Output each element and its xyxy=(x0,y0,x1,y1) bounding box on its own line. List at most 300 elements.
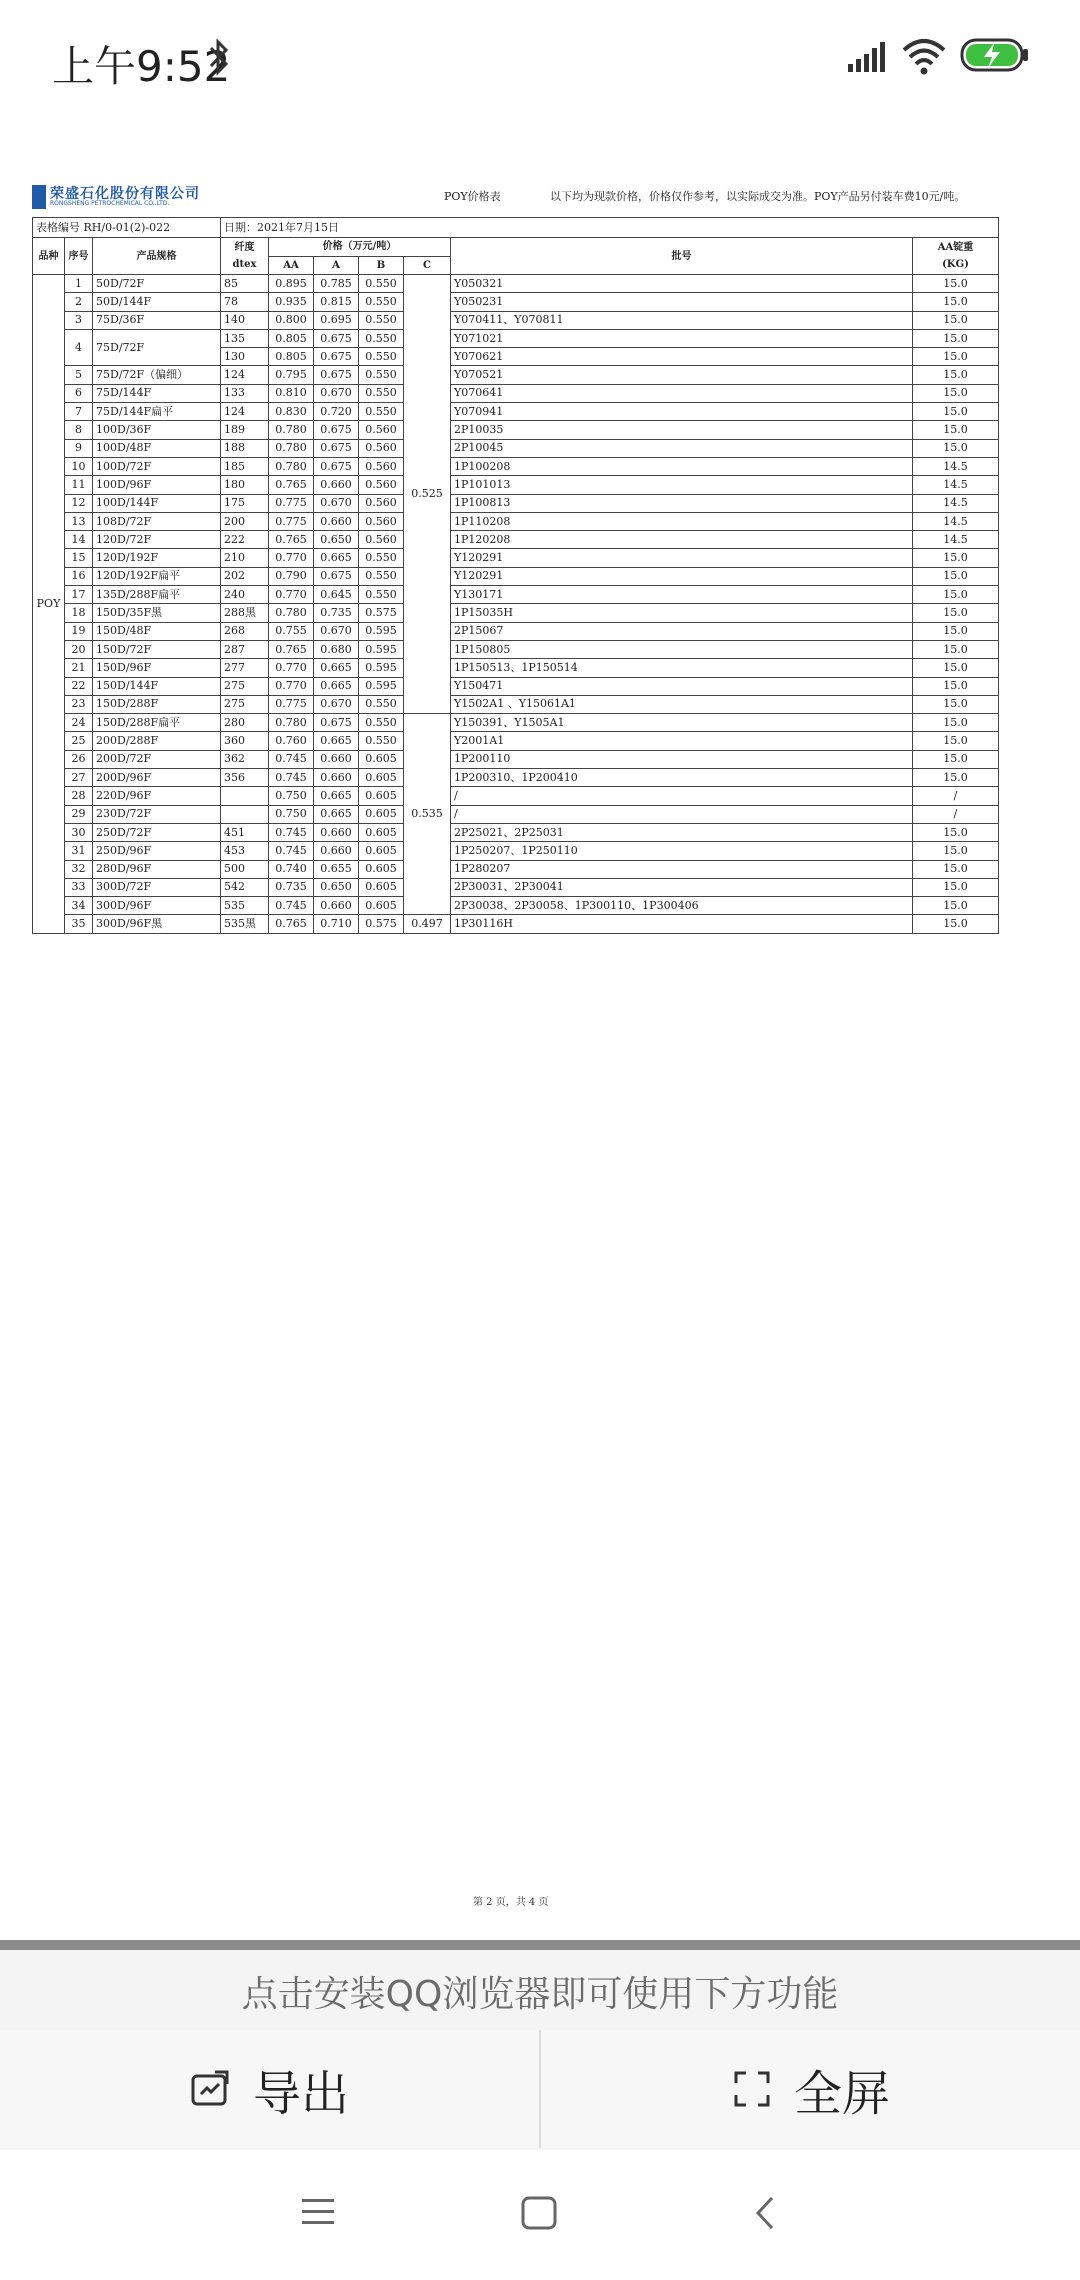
document-note: 以下均为现款价格，价格仅作参考，以实际成交为准。POY产品另付装车费10元/吨。 xyxy=(550,190,966,203)
price-a-cell: 0.645 xyxy=(314,586,359,604)
price-a-cell: 0.680 xyxy=(314,640,359,658)
price-aa-cell: 0.770 xyxy=(269,549,314,567)
price-aa-cell: 0.895 xyxy=(269,275,314,293)
price-a-cell: 0.675 xyxy=(314,366,359,384)
fullscreen-icon xyxy=(732,2069,772,2109)
table-row xyxy=(33,275,999,293)
table-row xyxy=(33,732,999,750)
seq-cell: 21 xyxy=(65,659,93,677)
price-aa-cell: 0.745 xyxy=(269,750,314,768)
batch-cell: 1P250207、1P250110 xyxy=(451,842,913,860)
dtex-cell: 135 xyxy=(221,329,269,347)
price-b-cell: 0.595 xyxy=(359,659,404,677)
header-fineness-label: 纤度 xyxy=(234,242,255,253)
table-row xyxy=(33,878,999,896)
seq-cell: 35 xyxy=(65,915,93,933)
price-a-cell: 0.735 xyxy=(314,604,359,622)
weight-cell: 15.0 xyxy=(913,750,999,768)
price-table-body xyxy=(33,275,999,934)
spec-cell: 108D/72F xyxy=(93,512,221,530)
batch-cell: 1P150513、1P150514 xyxy=(451,659,913,677)
weight-cell: 14.5 xyxy=(913,512,999,530)
dtex-cell: 362 xyxy=(221,750,269,768)
price-a-cell: 0.670 xyxy=(314,494,359,512)
price-a-cell: 0.650 xyxy=(314,531,359,549)
price-b-cell: 0.560 xyxy=(359,421,404,439)
weight-cell: 15.0 xyxy=(913,860,999,878)
batch-cell: 2P30038、2P30058、1P300110、1P300406 xyxy=(451,897,913,915)
batch-cell: 1P110208 xyxy=(451,512,913,530)
spec-cell: 75D/36F xyxy=(93,311,221,329)
dtex-cell: 451 xyxy=(221,823,269,841)
dtex-cell: 453 xyxy=(221,842,269,860)
seq-cell: 30 xyxy=(65,823,93,841)
bluetooth-icon xyxy=(208,38,230,76)
header-batch: 批号 xyxy=(451,238,913,275)
header-fineness xyxy=(221,238,269,275)
page-number: 第 2 页，共 4 页 xyxy=(473,1897,549,1908)
dtex-cell: 140 xyxy=(221,311,269,329)
header-c: C xyxy=(404,256,451,275)
spec-cell: 280D/96F xyxy=(93,860,221,878)
weight-cell: 14.5 xyxy=(913,531,999,549)
export-label: 导出 xyxy=(252,2065,349,2122)
dtex-cell: 130 xyxy=(221,348,269,366)
price-a-cell: 0.675 xyxy=(314,457,359,475)
seq-cell: 22 xyxy=(65,677,93,695)
batch-cell: Y070621 xyxy=(451,348,913,366)
export-icon xyxy=(189,2068,231,2110)
price-c-cell: 0.525 xyxy=(404,275,451,714)
spec-cell: 150D/288F xyxy=(93,695,221,713)
batch-cell: Y070641 xyxy=(451,384,913,402)
price-b-cell: 0.550 xyxy=(359,366,404,384)
price-aa-cell: 0.775 xyxy=(269,494,314,512)
table-row xyxy=(33,897,999,915)
table-row xyxy=(33,787,999,805)
dtex-cell: 240 xyxy=(221,586,269,604)
table-row xyxy=(33,494,999,512)
batch-cell: 1P150805 xyxy=(451,640,913,658)
header-weight-unit: (KG) xyxy=(942,259,969,270)
seq-cell: 3 xyxy=(65,311,93,329)
batch-cell: Y150471 xyxy=(451,677,913,695)
dtex-cell: 124 xyxy=(221,366,269,384)
spec-cell: 150D/144F xyxy=(93,677,221,695)
wifi-icon xyxy=(900,36,948,76)
price-b-cell: 0.595 xyxy=(359,622,404,640)
spec-cell: 300D/96F黑 xyxy=(93,915,221,933)
weight-cell: 15.0 xyxy=(913,439,999,457)
dtex-cell: 85 xyxy=(221,275,269,293)
batch-cell: Y070411、Y070811 xyxy=(451,311,913,329)
price-a-cell: 0.660 xyxy=(314,512,359,530)
dtex-cell: 78 xyxy=(221,293,269,311)
batch-cell: Y1502A1 、Y15061A1 xyxy=(451,695,913,713)
weight-cell: 15.0 xyxy=(913,384,999,402)
seq-cell: 26 xyxy=(65,750,93,768)
spec-cell: 300D/96F xyxy=(93,897,221,915)
weight-cell: 14.5 xyxy=(913,476,999,494)
price-b-cell: 0.560 xyxy=(359,531,404,549)
table-row xyxy=(33,823,999,841)
price-a-cell: 0.665 xyxy=(314,732,359,750)
dtex-cell: 210 xyxy=(221,549,269,567)
weight-cell: / xyxy=(913,805,999,823)
table-row xyxy=(33,677,999,695)
table-row xyxy=(33,714,999,732)
battery-charging-icon xyxy=(960,38,1030,72)
seq-cell: 24 xyxy=(65,714,93,732)
table-row xyxy=(33,567,999,585)
price-b-cell: 0.605 xyxy=(359,860,404,878)
price-aa-cell: 0.780 xyxy=(269,421,314,439)
weight-cell: 15.0 xyxy=(913,567,999,585)
weight-cell: 15.0 xyxy=(913,677,999,695)
seq-cell: 2 xyxy=(65,293,93,311)
batch-cell: 1P30116H xyxy=(451,915,913,933)
price-aa-cell: 0.745 xyxy=(269,823,314,841)
price-b-cell: 0.560 xyxy=(359,439,404,457)
weight-cell: 15.0 xyxy=(913,659,999,677)
seq-cell: 20 xyxy=(65,640,93,658)
spec-cell: 250D/72F xyxy=(93,823,221,841)
price-a-cell: 0.660 xyxy=(314,897,359,915)
dtex-cell: 356 xyxy=(221,769,269,787)
price-b-cell: 0.550 xyxy=(359,311,404,329)
price-aa-cell: 0.745 xyxy=(269,842,314,860)
spec-cell: 150D/72F xyxy=(93,640,221,658)
spec-cell: 75D/144F扁平 xyxy=(93,403,221,421)
price-b-cell: 0.605 xyxy=(359,787,404,805)
table-row xyxy=(33,531,999,549)
header-a: A xyxy=(314,256,359,275)
price-a-cell: 0.660 xyxy=(314,750,359,768)
spec-cell: 200D/72F xyxy=(93,750,221,768)
spec-cell: 100D/96F xyxy=(93,476,221,494)
spec-cell: 150D/96F xyxy=(93,659,221,677)
table-row xyxy=(33,640,999,658)
price-sheet-document xyxy=(32,175,998,955)
table-row xyxy=(33,750,999,768)
table-row xyxy=(33,915,999,933)
batch-cell: Y070941 xyxy=(451,403,913,421)
price-aa-cell: 0.810 xyxy=(269,384,314,402)
price-b-cell: 0.605 xyxy=(359,823,404,841)
spec-cell: 220D/96F xyxy=(93,787,221,805)
price-a-cell: 0.665 xyxy=(314,659,359,677)
status-bar xyxy=(0,0,1080,120)
seq-cell: 10 xyxy=(65,457,93,475)
logo-text-en: RONGSHENG PETROCHEMICAL CO.,LTD. xyxy=(50,200,170,207)
table-row xyxy=(33,622,999,640)
price-b-cell: 0.550 xyxy=(359,549,404,567)
price-a-cell: 0.675 xyxy=(314,421,359,439)
batch-cell: 2P30031、2P30041 xyxy=(451,878,913,896)
spec-cell: 120D/192F扁平 xyxy=(93,567,221,585)
table-row xyxy=(33,586,999,604)
price-b-cell: 0.605 xyxy=(359,878,404,896)
spec-cell: 230D/72F xyxy=(93,805,221,823)
spec-cell: 75D/72F xyxy=(93,329,221,366)
table-row xyxy=(33,366,999,384)
header-weight xyxy=(913,238,999,275)
price-b-cell: 0.550 xyxy=(359,293,404,311)
price-b-cell: 0.550 xyxy=(359,567,404,585)
batch-cell: Y120291 xyxy=(451,549,913,567)
dtex-cell: 287 xyxy=(221,640,269,658)
weight-cell: 15.0 xyxy=(913,878,999,896)
spec-cell: 250D/96F xyxy=(93,842,221,860)
seq-cell: 32 xyxy=(65,860,93,878)
weight-cell: 15.0 xyxy=(913,403,999,421)
price-aa-cell: 0.740 xyxy=(269,860,314,878)
price-a-cell: 0.670 xyxy=(314,384,359,402)
weight-cell: 15.0 xyxy=(913,604,999,622)
price-b-cell: 0.595 xyxy=(359,677,404,695)
seq-cell: 5 xyxy=(65,366,93,384)
seq-cell: 8 xyxy=(65,421,93,439)
weight-cell: 15.0 xyxy=(913,915,999,933)
batch-cell: 1P15035H xyxy=(451,604,913,622)
header-b: B xyxy=(359,256,404,275)
dtex-cell: 133 xyxy=(221,384,269,402)
batch-cell: 2P25021、2P25031 xyxy=(451,823,913,841)
dtex-cell: 535 xyxy=(221,897,269,915)
price-aa-cell: 0.775 xyxy=(269,512,314,530)
weight-cell: 15.0 xyxy=(913,842,999,860)
price-aa-cell: 0.795 xyxy=(269,366,314,384)
price-aa-cell: 0.750 xyxy=(269,805,314,823)
spec-cell: 150D/48F xyxy=(93,622,221,640)
header-fineness-unit: dtex xyxy=(232,259,257,270)
spec-cell: 100D/36F xyxy=(93,421,221,439)
price-aa-cell: 0.770 xyxy=(269,659,314,677)
batch-cell: 2P15067 xyxy=(451,622,913,640)
price-a-cell: 0.785 xyxy=(314,275,359,293)
seq-cell: 27 xyxy=(65,769,93,787)
price-b-cell: 0.550 xyxy=(359,586,404,604)
company-logo xyxy=(32,185,242,213)
button-separator xyxy=(539,2030,541,2148)
batch-cell: 1P120208 xyxy=(451,531,913,549)
batch-cell: 2P10045 xyxy=(451,439,913,457)
header-aa: AA xyxy=(269,256,314,275)
price-b-cell: 0.550 xyxy=(359,695,404,713)
price-a-cell: 0.675 xyxy=(314,567,359,585)
dtex-cell: 288黑 xyxy=(221,604,269,622)
weight-cell: 15.0 xyxy=(913,714,999,732)
table-row xyxy=(33,403,999,421)
weight-cell: 15.0 xyxy=(913,823,999,841)
price-b-cell: 0.550 xyxy=(359,348,404,366)
seq-cell: 13 xyxy=(65,512,93,530)
table-row xyxy=(33,384,999,402)
price-a-cell: 0.660 xyxy=(314,823,359,841)
price-aa-cell: 0.765 xyxy=(269,640,314,658)
price-b-cell: 0.595 xyxy=(359,640,404,658)
batch-cell: Y2001A1 xyxy=(451,732,913,750)
price-aa-cell: 0.735 xyxy=(269,878,314,896)
price-b-cell: 0.550 xyxy=(359,384,404,402)
dtex-cell: 188 xyxy=(221,439,269,457)
dtex-cell: 280 xyxy=(221,714,269,732)
variety-cell: POY xyxy=(33,275,65,934)
menu-icon[interactable] xyxy=(300,2195,336,2229)
status-time: 上午9:52 xyxy=(52,42,231,91)
spec-cell: 200D/96F xyxy=(93,769,221,787)
fullscreen-button[interactable] xyxy=(542,2030,1080,2148)
price-b-cell: 0.605 xyxy=(359,897,404,915)
batch-cell: / xyxy=(451,805,913,823)
price-a-cell: 0.670 xyxy=(314,695,359,713)
price-a-cell: 0.665 xyxy=(314,787,359,805)
price-b-cell: 0.605 xyxy=(359,750,404,768)
header-weight-label: AA锭重 xyxy=(937,242,974,253)
table-row xyxy=(33,805,999,823)
spec-cell: 50D/72F xyxy=(93,275,221,293)
price-b-cell: 0.605 xyxy=(359,842,404,860)
seq-cell: 7 xyxy=(65,403,93,421)
weight-cell: 15.0 xyxy=(913,695,999,713)
header-seq: 序号 xyxy=(65,238,93,275)
batch-cell: Y070521 xyxy=(451,366,913,384)
dtex-cell: 268 xyxy=(221,622,269,640)
price-b-cell: 0.560 xyxy=(359,494,404,512)
price-a-cell: 0.650 xyxy=(314,878,359,896)
table-row xyxy=(33,439,999,457)
weight-cell: 15.0 xyxy=(913,732,999,750)
price-aa-cell: 0.765 xyxy=(269,476,314,494)
spec-cell: 150D/35F黑 xyxy=(93,604,221,622)
divider xyxy=(0,1940,1080,1950)
weight-cell: 15.0 xyxy=(913,421,999,439)
logo-mark-icon xyxy=(32,185,46,209)
weight-cell: 15.0 xyxy=(913,769,999,787)
batch-cell: 1P200310、1P200410 xyxy=(451,769,913,787)
table-row xyxy=(33,311,999,329)
seq-cell: 11 xyxy=(65,476,93,494)
weight-cell: 15.0 xyxy=(913,275,999,293)
spec-cell: 150D/288F扁平 xyxy=(93,714,221,732)
seq-cell: 17 xyxy=(65,586,93,604)
dtex-cell: 277 xyxy=(221,659,269,677)
price-aa-cell: 0.935 xyxy=(269,293,314,311)
batch-cell: Y050231 xyxy=(451,293,913,311)
price-a-cell: 0.675 xyxy=(314,714,359,732)
price-aa-cell: 0.765 xyxy=(269,531,314,549)
dtex-cell: 200 xyxy=(221,512,269,530)
signal-icon xyxy=(848,42,888,72)
price-aa-cell: 0.805 xyxy=(269,348,314,366)
seq-cell: 23 xyxy=(65,695,93,713)
table-row xyxy=(33,421,999,439)
price-a-cell: 0.660 xyxy=(314,769,359,787)
batch-cell: 2P10035 xyxy=(451,421,913,439)
dtex-cell: 500 xyxy=(221,860,269,878)
batch-cell: 1P100813 xyxy=(451,494,913,512)
document-title: POY价格表 xyxy=(444,190,501,203)
price-aa-cell: 0.770 xyxy=(269,586,314,604)
price-aa-cell: 0.805 xyxy=(269,329,314,347)
price-aa-cell: 0.765 xyxy=(269,915,314,933)
price-c-cell: 0.497 xyxy=(404,915,451,933)
table-row xyxy=(33,769,999,787)
seq-cell: 19 xyxy=(65,622,93,640)
price-b-cell: 0.560 xyxy=(359,512,404,530)
batch-cell: 1P100208 xyxy=(451,457,913,475)
table-row xyxy=(33,512,999,530)
document-date: 日期：2021年7月15日 xyxy=(221,218,999,238)
price-a-cell: 0.675 xyxy=(314,348,359,366)
price-b-cell: 0.575 xyxy=(359,915,404,933)
seq-cell: 28 xyxy=(65,787,93,805)
dtex-cell xyxy=(221,787,269,805)
batch-cell: Y130171 xyxy=(451,586,913,604)
batch-cell: Y071021 xyxy=(451,329,913,347)
weight-cell: 15.0 xyxy=(913,586,999,604)
spec-cell: 120D/72F xyxy=(93,531,221,549)
price-aa-cell: 0.745 xyxy=(269,769,314,787)
dtex-cell: 202 xyxy=(221,567,269,585)
price-a-cell: 0.665 xyxy=(314,805,359,823)
install-prompt[interactable]: 点击安装QQ浏览器即可使用下方功能 xyxy=(241,1974,839,2015)
seq-cell: 33 xyxy=(65,878,93,896)
spec-cell: 75D/144F xyxy=(93,384,221,402)
home-icon[interactable] xyxy=(520,2195,558,2231)
seq-cell: 29 xyxy=(65,805,93,823)
price-b-cell: 0.550 xyxy=(359,329,404,347)
price-a-cell: 0.675 xyxy=(314,439,359,457)
table-row xyxy=(33,659,999,677)
dtex-cell: 175 xyxy=(221,494,269,512)
seq-cell: 18 xyxy=(65,604,93,622)
spec-cell: 100D/48F xyxy=(93,439,221,457)
price-a-cell: 0.665 xyxy=(314,549,359,567)
price-aa-cell: 0.790 xyxy=(269,567,314,585)
spec-cell: 50D/144F xyxy=(93,293,221,311)
weight-cell: 15.0 xyxy=(913,311,999,329)
export-button[interactable] xyxy=(0,2030,538,2148)
batch-cell: Y150391、Y1505A1 xyxy=(451,714,913,732)
header-spec: 产品规格 xyxy=(93,238,221,275)
form-number: 表格编号 RH/0-01(2)-022 xyxy=(33,218,221,238)
weight-cell: 15.0 xyxy=(913,622,999,640)
batch-cell: 1P200110 xyxy=(451,750,913,768)
seq-cell: 31 xyxy=(65,842,93,860)
spec-cell: 120D/192F xyxy=(93,549,221,567)
weight-cell: / xyxy=(913,787,999,805)
dtex-cell: 189 xyxy=(221,421,269,439)
batch-cell: / xyxy=(451,787,913,805)
price-table xyxy=(32,217,999,934)
price-b-cell: 0.550 xyxy=(359,732,404,750)
table-row xyxy=(33,604,999,622)
price-b-cell: 0.560 xyxy=(359,476,404,494)
weight-cell: 14.5 xyxy=(913,494,999,512)
seq-cell: 4 xyxy=(65,329,93,366)
back-icon[interactable] xyxy=(752,2195,778,2231)
dtex-cell: 535黑 xyxy=(221,915,269,933)
spec-cell: 75D/72F（偏细） xyxy=(93,366,221,384)
price-a-cell: 0.815 xyxy=(314,293,359,311)
price-aa-cell: 0.760 xyxy=(269,732,314,750)
dtex-cell: 275 xyxy=(221,677,269,695)
price-aa-cell: 0.780 xyxy=(269,439,314,457)
seq-cell: 16 xyxy=(65,567,93,585)
weight-cell: 15.0 xyxy=(913,329,999,347)
price-b-cell: 0.550 xyxy=(359,403,404,421)
